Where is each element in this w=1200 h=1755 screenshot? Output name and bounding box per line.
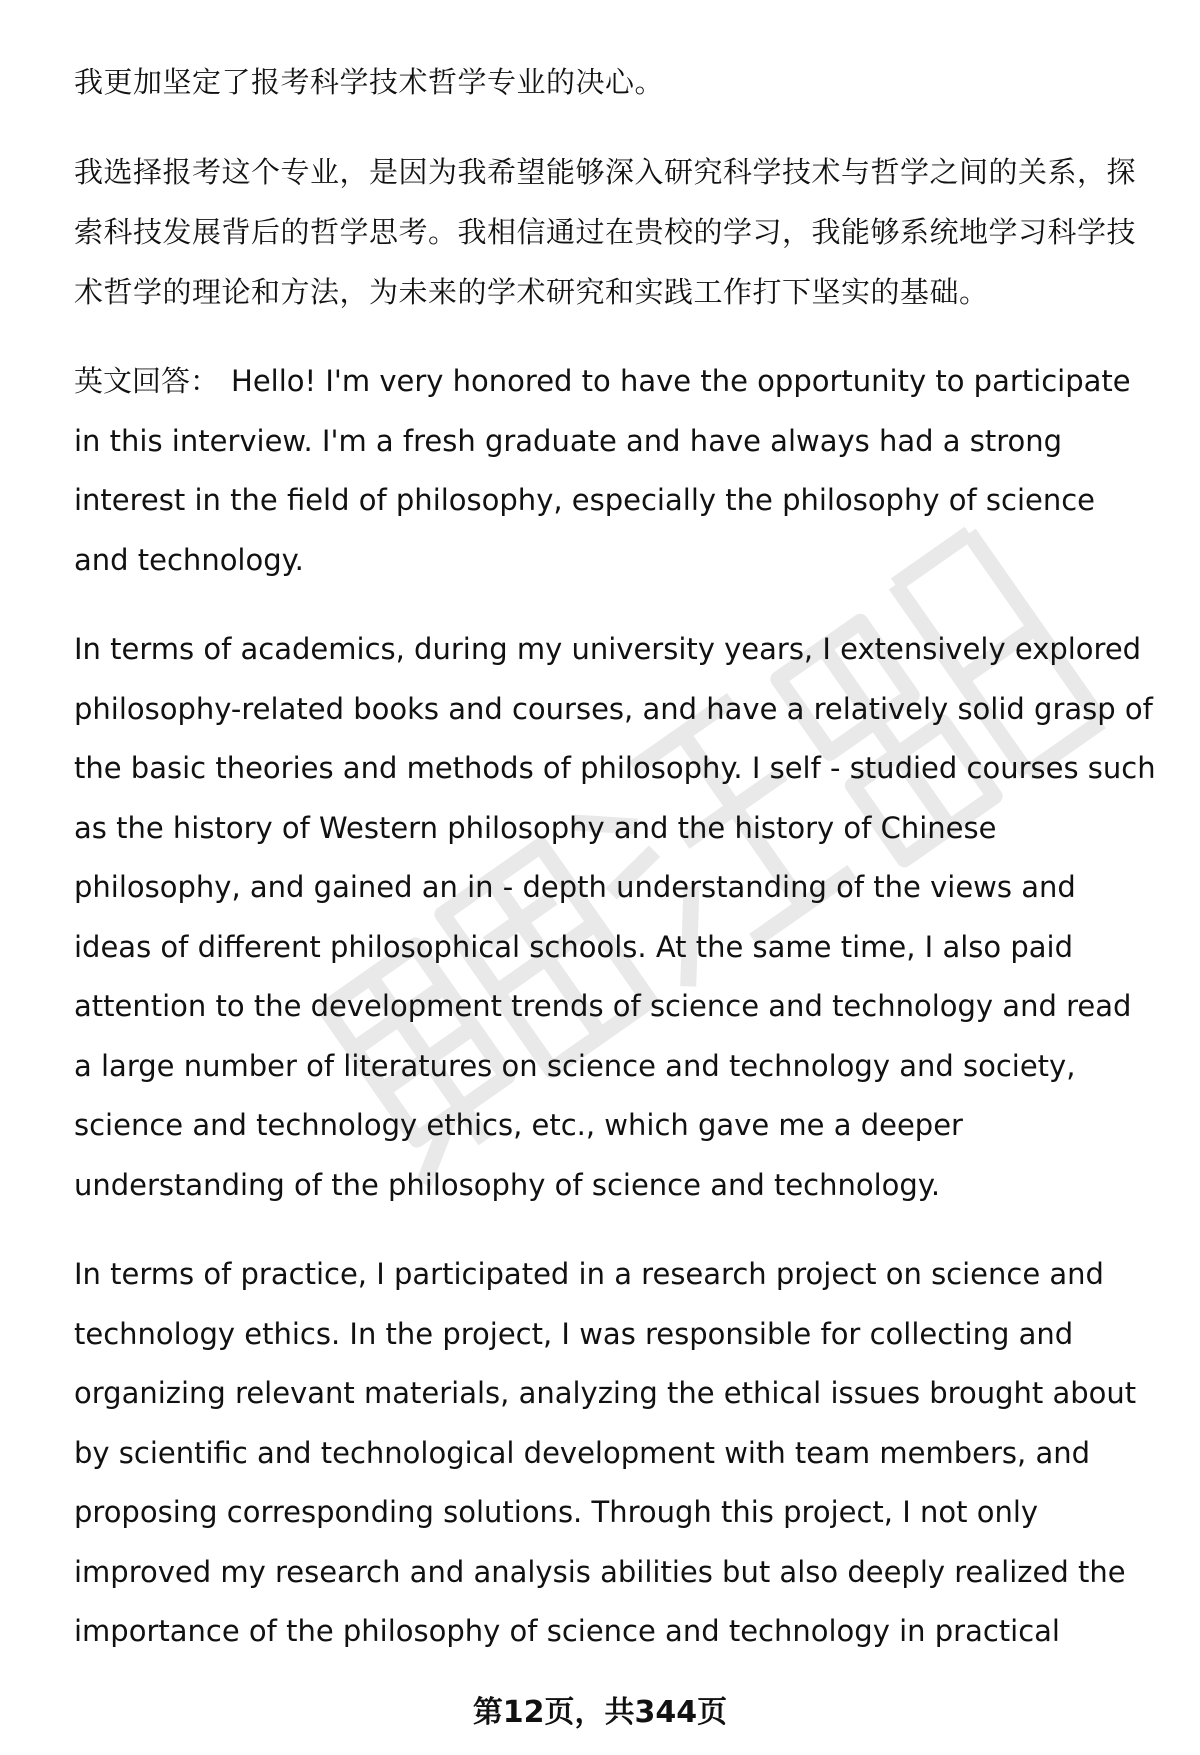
paragraph-5 bbox=[74, 1245, 1156, 1662]
paragraph-5-text: In terms of practice, I participated in a research project on science and technology ethics. In the project, I was responsible for collecting and organizing relevant materials, analyzing the ethical issues brought about by scientific and technological development with team members, and proposing corresponding solutions. Through this project, I not only improved my research and analysis abilities but also deeply realized the importance of the philosophy of science and technology in practical bbox=[74, 1257, 1137, 1648]
paragraph-1-text: 我更加坚定了报考科学技术哲学专业的决心。 bbox=[74, 65, 665, 99]
paragraph-2-text: 我选择报考这个专业，是因为我希望能够深入研究科学技术与哲学之间的关系，探索科技发展背后的哲学思考。我相信通过在贵校的学习，我能够系统地学习科学技术哲学的理论和方法，为未来的学术研究和实践工作打下坚实的基础。 bbox=[74, 155, 1137, 309]
document-body bbox=[74, 52, 1156, 1692]
paragraph-3 bbox=[74, 352, 1156, 590]
page-number: 第12页，共344页 bbox=[472, 1695, 728, 1730]
paragraph-2 bbox=[74, 142, 1156, 322]
paragraph-1 bbox=[74, 52, 1156, 112]
paragraph-4-text: In terms of academics, during my university years, I extensively explored philosophy-related books and courses, and have a relatively solid grasp of the basic theories and methods of philosophy. I self - studied courses such as the history of Western philosophy and the history of Chinese philosophy, and gained an in - depth understanding of the views and ideas of different philosophical schools. At the same time, I also paid attention to the development trends of science and technology and read a large number of literatures on science and technology and society, science and technology ethics, etc., which gave me a deeper understanding of the philosophy of science and technology. bbox=[74, 632, 1156, 1202]
paragraph-4 bbox=[74, 620, 1156, 1215]
english-answer-label: 英文回答： bbox=[74, 364, 220, 398]
paragraph-3-text: Hello! I'm very honored to have the opportunity to participate in this interview. I'm a fresh graduate and have always had a strong interest in the field of philosophy, especially the philosophy of science and technology. bbox=[74, 364, 1131, 577]
